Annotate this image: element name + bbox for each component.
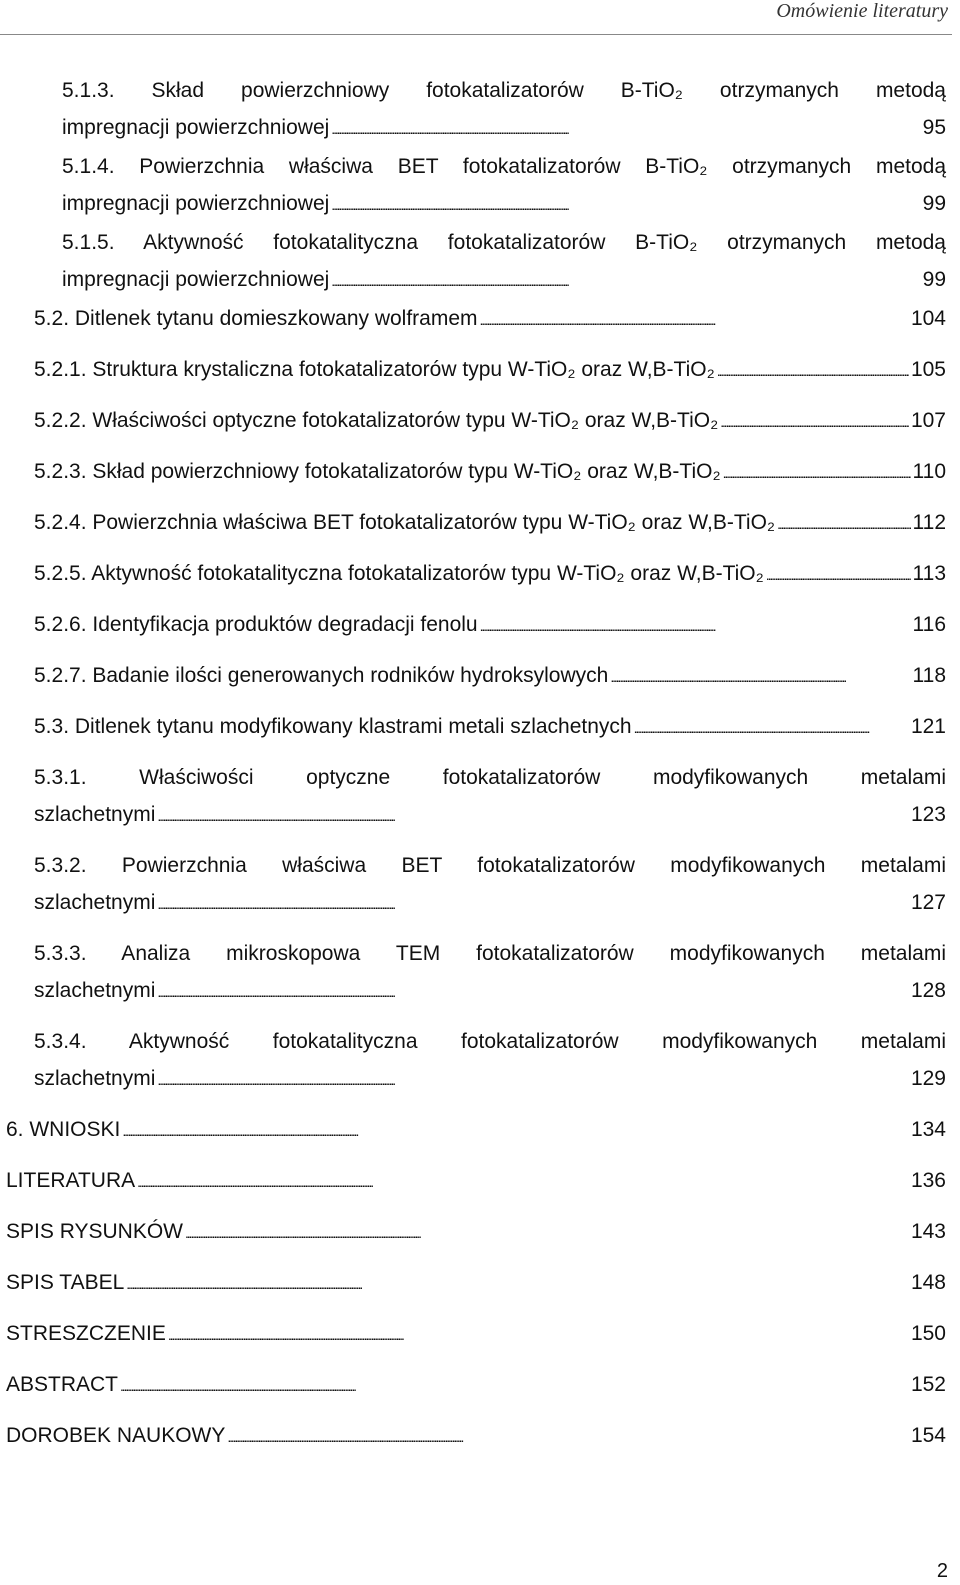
toc-entry-text: 5.3. Ditlenek tytanu modyfikowany klastrami metali szlachetnych: [34, 715, 632, 738]
toc-entry-text: 5.3.4. Aktywność fotokatalityczna fotokatalizatorów modyfikowanych metalami: [34, 1030, 946, 1053]
dot-leader: [168, 1315, 909, 1354]
toc-entry-text: 5.2.4. Powierzchnia właściwa BET fotokatalizatorów typu W-TiO₂ oraz W,B-TiO₂: [34, 511, 776, 534]
spacer: [0, 1150, 946, 1162]
toc-entry-5-2[interactable]: [0, 300, 946, 339]
spacer: [0, 1201, 946, 1213]
toc-entry-text: 5.1.3. Skład powierzchniowy fotokatalizatorów B-TiO₂ otrzymanych metodą: [62, 79, 946, 102]
toc-entry-text: ABSTRACT: [6, 1373, 119, 1396]
spacer: [0, 339, 946, 351]
toc-entry-text-cont: impregnacji powierzchniowej: [62, 268, 330, 291]
header-rule: [0, 34, 952, 35]
toc-entry-5-2-3[interactable]: [0, 453, 946, 492]
dot-leader: [157, 1060, 909, 1099]
toc-entry-text-cont: szlachetnymi: [34, 803, 156, 826]
dot-leader: [126, 1264, 909, 1303]
toc-page-number: 143: [910, 1220, 946, 1243]
toc-page-number: 129: [910, 1067, 946, 1090]
dot-leader: [766, 555, 911, 594]
dot-leader: [634, 708, 909, 747]
toc-entry-spis-rysunkow[interactable]: [0, 1213, 946, 1252]
spacer: [0, 696, 946, 708]
toc-entry-dorobek-naukowy[interactable]: [0, 1417, 946, 1456]
toc-entry-literatura[interactable]: [0, 1162, 946, 1201]
toc-entry-5-1-5[interactable]: [0, 224, 946, 300]
toc-page-number: 107: [910, 409, 946, 432]
toc-entry-text: STRESZCZENIE: [6, 1322, 166, 1345]
dot-leader: [227, 1417, 909, 1456]
toc-entry-5-3[interactable]: [0, 708, 946, 747]
dot-leader: [137, 1162, 909, 1201]
toc-page-number: 104: [910, 307, 946, 330]
toc-entry-text: 5.3.1. Właściwości optyczne fotokatalizatorów modyfikowanych metalami: [34, 766, 946, 789]
toc-page-number: 134: [910, 1118, 946, 1141]
toc-entry-text: 5.2.5. Aktywność fotokatalityczna fotokatalizatorów typu W-TiO₂ oraz W,B-TiO₂: [34, 562, 764, 585]
spacer: [0, 923, 946, 935]
spacer: [0, 543, 946, 555]
toc-entry-text: 5.1.4. Powierzchnia właściwa BET fotokatalizatorów B-TiO₂ otrzymanych metodą: [62, 155, 946, 178]
toc-page-number: 123: [910, 803, 946, 826]
toc-entry-text: LITERATURA: [6, 1169, 136, 1192]
toc-entry-text: 5.3.2. Powierzchnia właściwa BET fotokatalizatorów modyfikowanych metalami: [34, 854, 946, 877]
toc-page-number: 152: [910, 1373, 946, 1396]
toc-entry-streszczenie[interactable]: [0, 1315, 946, 1354]
toc-entry-text: SPIS RYSUNKÓW: [6, 1220, 183, 1243]
toc-entry-text: DOROBEK NAUKOWY: [6, 1424, 226, 1447]
toc-entry-text: 5.2.2. Właściwości optyczne fotokatalizatorów typu W-TiO₂ oraz W,B-TiO₂: [34, 409, 719, 432]
toc-entry-text: 5.2. Ditlenek tytanu domieszkowany wolframem: [34, 307, 478, 330]
dot-leader: [610, 657, 910, 696]
toc-entry-text: 5.2.3. Skład powierzchniowy fotokatalizatorów typu W-TiO₂ oraz W,B-TiO₂: [34, 460, 721, 483]
dot-leader: [331, 261, 920, 300]
spacer: [0, 390, 946, 402]
toc-page-number: 99: [922, 268, 946, 291]
toc-entry-wnioski[interactable]: [0, 1111, 946, 1150]
spacer: [0, 645, 946, 657]
dot-leader: [157, 884, 909, 923]
toc-entry-5-1-3[interactable]: [0, 72, 946, 148]
dot-leader: [157, 796, 909, 835]
toc-entry-abstract[interactable]: [0, 1366, 946, 1405]
toc-entry-spis-tabel[interactable]: [0, 1264, 946, 1303]
toc-entry-5-3-2[interactable]: [0, 847, 946, 923]
toc-page-number: 116: [912, 613, 946, 636]
spacer: [0, 1405, 946, 1417]
dot-leader: [122, 1111, 909, 1150]
dot-leader: [331, 185, 920, 224]
toc-page-number: 121: [910, 715, 946, 738]
toc-entry-5-3-3[interactable]: [0, 935, 946, 1011]
toc-entry-text: SPIS TABEL: [6, 1271, 125, 1294]
toc-entry-5-2-1[interactable]: [0, 351, 946, 390]
toc-entry-5-2-7[interactable]: [0, 657, 946, 696]
dot-leader: [720, 402, 909, 441]
spacer: [0, 441, 946, 453]
dot-leader: [723, 453, 911, 492]
dot-leader: [120, 1366, 909, 1405]
spacer: [0, 594, 946, 606]
toc-entry-text: 5.2.7. Badanie ilości generowanych rodników hydroksylowych: [34, 664, 609, 687]
toc-page-number: 136: [910, 1169, 946, 1192]
toc-page-number: 112: [912, 511, 946, 534]
toc-entry-5-1-4[interactable]: [0, 148, 946, 224]
toc-page-number: 127: [910, 891, 946, 914]
toc-entry-text-cont: szlachetnymi: [34, 891, 156, 914]
toc-entry-5-2-4[interactable]: [0, 504, 946, 543]
toc-page-number: 128: [910, 979, 946, 1002]
toc-entry-text-cont: impregnacji powierzchniowej: [62, 116, 330, 139]
dot-leader: [480, 606, 911, 645]
toc-entry-text: 5.2.1. Struktura krystaliczna fotokatalizatorów typu W-TiO₂ oraz W,B-TiO₂: [34, 358, 715, 381]
toc-page-number: 150: [910, 1322, 946, 1345]
toc-page-number: 95: [922, 116, 946, 139]
toc-page-number: 113: [912, 562, 946, 585]
toc-entry-5-2-5[interactable]: [0, 555, 946, 594]
dot-leader: [717, 351, 909, 390]
toc-entry-text-cont: impregnacji powierzchniowej: [62, 192, 330, 215]
spacer: [0, 1099, 946, 1111]
toc-page-number: 99: [922, 192, 946, 215]
dot-leader: [331, 109, 920, 148]
toc-entry-5-3-4[interactable]: [0, 1023, 946, 1099]
dot-leader: [480, 300, 909, 339]
dot-leader: [185, 1213, 909, 1252]
toc-entry-5-2-6[interactable]: [0, 606, 946, 645]
spacer: [0, 1303, 946, 1315]
toc-page-number: 105: [910, 358, 946, 381]
toc-entry-text: 5.2.6. Identyfikacja produktów degradacji fenolu: [34, 613, 478, 636]
toc-page-number: 118: [912, 664, 946, 687]
toc-entry-text-cont: szlachetnymi: [34, 979, 156, 1002]
spacer: [0, 835, 946, 847]
toc-entry-5-2-2[interactable]: [0, 402, 946, 441]
toc-page-number: 154: [910, 1424, 946, 1447]
spacer: [0, 1252, 946, 1264]
dot-leader: [157, 972, 909, 1011]
toc-entry-text-cont: szlachetnymi: [34, 1067, 156, 1090]
dot-leader: [777, 504, 910, 543]
toc-page-number: 148: [910, 1271, 946, 1294]
spacer: [0, 492, 946, 504]
running-header: Omówienie literatury: [776, 0, 948, 22]
toc-entry-text: 5.3.3. Analiza mikroskopowa TEM fotokatalizatorów modyfikowanych metalami: [34, 942, 946, 965]
page-number: 2: [936, 1560, 948, 1582]
table-of-contents: [0, 72, 946, 1456]
toc-entry-5-3-1[interactable]: [0, 759, 946, 835]
spacer: [0, 1354, 946, 1366]
toc-entry-text: 5.1.5. Aktywność fotokatalityczna fotokatalizatorów B-TiO₂ otrzymanych metodą: [62, 231, 946, 254]
spacer: [0, 1011, 946, 1023]
toc-entry-text: 6. WNIOSKI: [6, 1118, 121, 1141]
spacer: [0, 747, 946, 759]
toc-page-number: 110: [912, 460, 946, 483]
